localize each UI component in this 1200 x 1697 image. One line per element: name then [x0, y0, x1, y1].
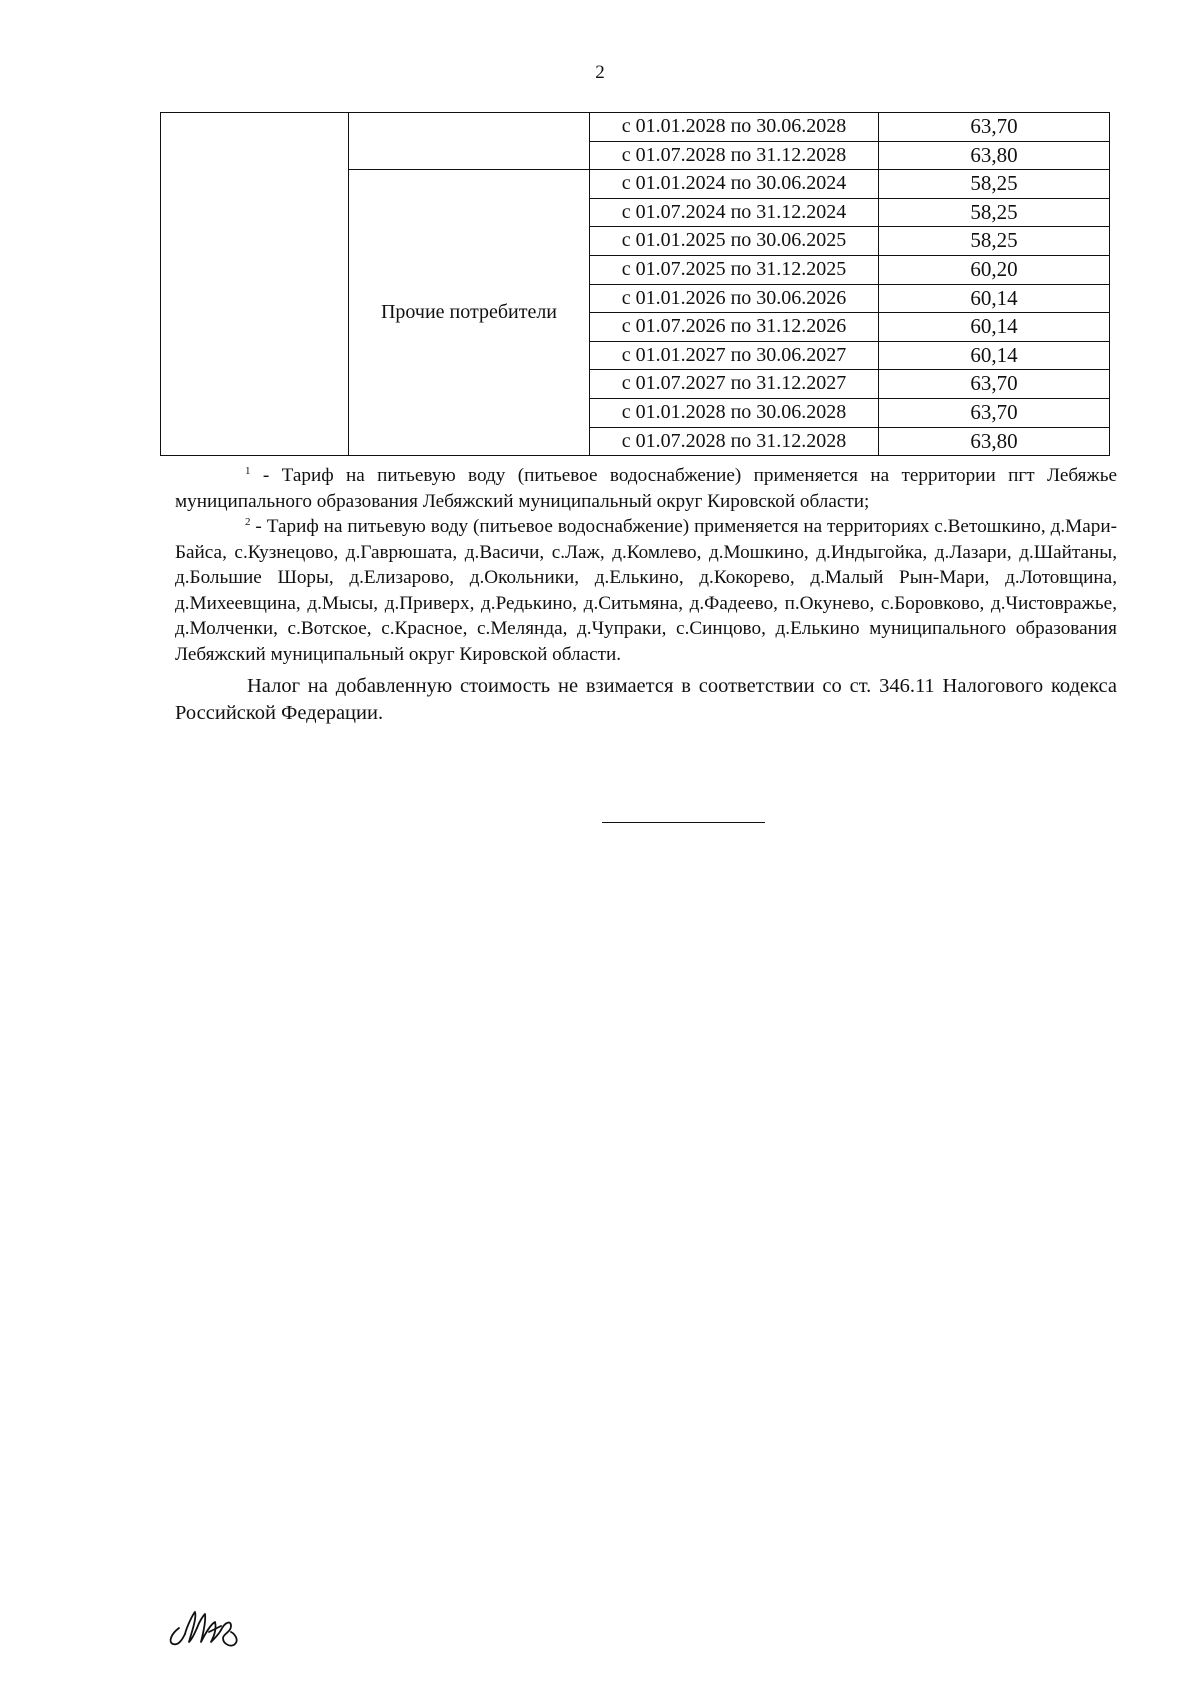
- tariff-value-cell: 58,25: [879, 170, 1110, 199]
- handwritten-signature-icon: [165, 1608, 245, 1650]
- vat-note: Налог на добавленную стоимость не взимается в соответствии со ст. 346.11 Налогового кодекса Российской Федерации.: [175, 675, 1117, 724]
- footnote-2: [175, 514, 1117, 667]
- footnotes: [175, 463, 1117, 727]
- end-divider: [602, 822, 765, 823]
- consumer-group-cell: Прочие потребители: [349, 170, 590, 456]
- tariff-value-cell: 63,70: [879, 370, 1110, 399]
- consumer-group-cell: [349, 113, 590, 170]
- page-number: 2: [595, 62, 605, 83]
- period-cell: с 01.01.2026 по 30.06.2026: [590, 284, 879, 313]
- tariff-value-cell: 60,14: [879, 313, 1110, 342]
- period-cell: с 01.07.2028 по 31.12.2028: [590, 141, 879, 170]
- period-cell: с 01.01.2028 по 30.06.2028: [590, 113, 879, 142]
- period-cell: с 01.01.2028 по 30.06.2028: [590, 398, 879, 427]
- period-cell: с 01.01.2027 по 30.06.2027: [590, 341, 879, 370]
- tariff-value-cell: 63,80: [879, 427, 1110, 456]
- territory-cell: [161, 113, 349, 456]
- tariff-value-cell: 63,80: [879, 141, 1110, 170]
- tariff-table: [160, 112, 1110, 456]
- period-cell: с 01.01.2024 по 30.06.2024: [590, 170, 879, 199]
- period-cell: с 01.07.2027 по 31.12.2027: [590, 370, 879, 399]
- footnote-text: - Тариф на питьевую воду (питьевое водоснабжение) применяется на территории пгт Лебяжье муниципального образования Лебяжский муниципальный округ Кировской области;: [175, 465, 1117, 512]
- signature-image: [165, 1608, 245, 1655]
- tariff-value-cell: 58,25: [879, 198, 1110, 227]
- period-cell: с 01.01.2025 по 30.06.2025: [590, 227, 879, 256]
- tariff-value-cell: 60,20: [879, 255, 1110, 284]
- table-row: [161, 113, 1110, 142]
- footnote-text: - Тариф на питьевую воду (питьевое водоснабжение) применяется на территориях с.Ветошкино, д.Мари-Байса, с.Кузнецово, д.Гаврюшата, д.Васичи, с.Лаж, д.Комлево, д.Мошкино, д.Индыгойка, д.Лазари, д.Шайтаны, д.Большие Шоры, д.Елизарово, д.Окольники, д.Елькино, д.Кокорево, д.Малый Рын-Мари, д.Лотовщина, д.Михеевщина, д.Мысы, д.Приверх, д.Редькино, д.Ситьмяна, д.Фадеево, п.Окунево, с.Боровково, д.Чистовражье, д.Молченки, с.Вотское, с.Красное, с.Мелянда, д.Чупраки, с.Синцово, д.Елькино муниципального образования Лебяжский муниципальный округ Кировской области.: [175, 516, 1117, 665]
- period-cell: с 01.07.2025 по 31.12.2025: [590, 255, 879, 284]
- tariff-value-cell: 60,14: [879, 341, 1110, 370]
- tariff-value-cell: 60,14: [879, 284, 1110, 313]
- tariff-value-cell: 63,70: [879, 113, 1110, 142]
- footnote-marker: 2: [245, 516, 251, 528]
- footnote-marker: 1: [245, 465, 251, 477]
- tariff-value-cell: 63,70: [879, 398, 1110, 427]
- tariff-value-cell: 58,25: [879, 227, 1110, 256]
- footnote-1: [175, 463, 1117, 514]
- period-cell: с 01.07.2024 по 31.12.2024: [590, 198, 879, 227]
- period-cell: с 01.07.2028 по 31.12.2028: [590, 427, 879, 456]
- period-cell: с 01.07.2026 по 31.12.2026: [590, 313, 879, 342]
